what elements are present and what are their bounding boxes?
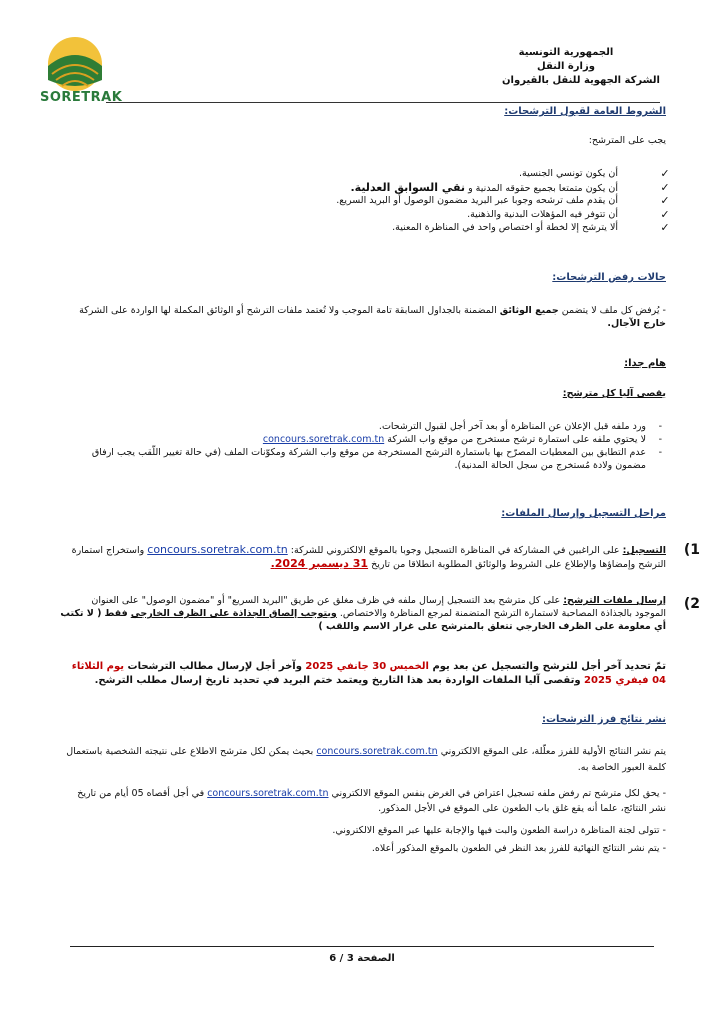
- checkmark-icon: ✓: [660, 194, 670, 208]
- section-title-rejection-cases: حالات رفض الترشحات:: [552, 272, 666, 283]
- step-send-files: 2) إرسال ملفات الترشح: على كل مترشح بعد التسجيل إرسال ملفه في ظرف مغلق عن طريق "البريد السريع" أو "مضمون الوصول" على العنوان الموجود بالجذاذة المصاحبة لاستمارة الترشح المتضمنة لمرجع المناظرة والاختصاص. ويتوجب إلصاق الجذاذة على الظرف الخارجي فقط ( لا تكتب أي معلومة على الظرف الخارجي تتعلق بالمترشح على غرار الاسم واللقب ): [60, 595, 700, 632]
- deadline-notice: تمّ تحديد آخر أجل للترشح والتسجيل عن بعد يوم الخميس 30 جانفي 2025 وآخر أجل لإرسال مطالب الترشحات يوم الثلاثاء 04 فيفري 2025 وتقصى آليا الملفات الواردة بعد هذا التاريخ ويعتمد ختم البريد في تحديد تاريخ إرسال مطلب الترشح.: [71, 661, 666, 686]
- concours-link[interactable]: concours.soretrak.com.tn: [147, 543, 288, 556]
- mailing-deadline: يوم الثلاثاء 04 فيفري 2025: [71, 661, 666, 686]
- rejection-paragraph: - يُرفض كل ملف لا يتضمن جميع الوثائق المضمنة بالجداول السابقة تامة الموجب ولا تُعتمد ملفات الترشح أو الوثائق المكملة لها الواردة على الشركة خارج الآجال.: [79, 305, 666, 329]
- list-item: ✓ ألا يترشح إلا لخطة أو اختصاص واحد في المناظرة المعنية.: [112, 221, 672, 235]
- soretrak-logo: [38, 34, 123, 112]
- criminal-record-emphasis: نقي السوابق العدلية.: [350, 180, 466, 194]
- list-item: - لا يحتوي ملفه على استمارة ترشح مستخرج من موقع واب الشركة concours.soretrak.com.tn: [262, 434, 662, 445]
- list-item: - ورد ملفه قبل الإعلان عن المناظرة أو بعد آخر أجل لقبول الترشحات.: [378, 421, 662, 432]
- logo-text: SORETRAK: [40, 90, 123, 105]
- exclusion-list: [64, 420, 662, 472]
- section-title-results: نشر نتائج فرز الترشحات:: [541, 714, 666, 725]
- list-item: ✓ أن يكون متمتعا بجميع حقوقه المدنية و نقي السوابق العدلية.: [112, 181, 672, 195]
- step-label: التسجيل:: [622, 545, 666, 556]
- conditions-list: [112, 167, 672, 235]
- page-number: الصفحة 3 / 6: [329, 953, 395, 964]
- letterhead: [466, 46, 666, 88]
- step-registration: 1) التسجيل: على الراغبين في المشاركة في المناظرة التسجيل وجوبا بالموقع الالكتروني للشركة: concours.soretrak.com.tn واستخراج استمارة الترشح وإمضاؤها والإطلاع على الشروط والوثائق المطلوبة انطلاقا من تاريخ 31 ديسمبر 2024.: [71, 542, 700, 570]
- header-divider: [106, 102, 660, 103]
- results-paragraph: يتم نشر النتائج الأولية للفرز معلّلة، على الموقع الالكتروني concours.soretrak.com.tn بحيث يمكن لكل مترشح الاطلاع على نتيجته الشخصية باستعمال كلمة العبور الخاصة به.: [66, 746, 666, 773]
- concours-link[interactable]: concours.soretrak.com.tn: [316, 746, 438, 757]
- company-name: الشركة الجهوية للنقل بالقيروان: [502, 75, 660, 86]
- final-results-paragraph: - يتم نشر النتائج النهائية للفرز بعد النظر في الطعون بالموقع المذكور أعلاه.: [371, 843, 666, 854]
- appeal-paragraph: - يحق لكل مترشح تم رفض ملفه تسجيل اعتراض في الغرض بنفس الموقع الالكتروني concours.soretrak.com.tn في أجل أقصاه 05 أيام من تاريخ نشر النتائج، علما أنه يقع غلق باب الطعون على الموقع في الأجل المذكور.: [77, 788, 666, 814]
- list-item: - عدم التطابق بين المعطيات المصرّح بها باستمارة الترشح المستخرجة من موقع واب الشركة ومكوّنات الملف (في حالة تغيير اللّقب يجب ارفاق مضمون ولادة مُستخرج من سجل الحالة المدنية).: [91, 447, 662, 471]
- list-item: ✓ أن يكون تونسي الجنسية.: [112, 167, 672, 181]
- checkmark-icon: ✓: [660, 207, 670, 221]
- list-item: ✓ أن تتوفر فيه المؤهلات البدنية والذهنية.: [112, 208, 672, 222]
- concours-link[interactable]: concours.soretrak.com.tn: [207, 788, 329, 799]
- step-number: 1): [683, 542, 700, 558]
- checkmark-icon: ✓: [660, 221, 670, 235]
- section1-intro: يجب على المترشح:: [588, 135, 666, 146]
- registration-deadline: الخميس 30 جانفي 2025: [305, 661, 429, 672]
- list-item: ✓ أن يقدم ملف ترشحه وجوبا عبر البريد مضمون الوصول أو البريد السريع.: [112, 194, 672, 208]
- section-title-registration-steps: مراحل التسجيل وإرسال الملفات:: [501, 508, 666, 519]
- republic-name: الجمهورية التونسية: [518, 47, 614, 58]
- step-number: 2): [683, 596, 700, 612]
- exclusion-subtitle: يقصى آليا كل مترشح:: [562, 388, 666, 399]
- start-date: 31 ديسمبر 2024.: [270, 557, 369, 570]
- section-title-general-conditions: الشروط العامة لقبول الترشحات:: [504, 106, 666, 117]
- checkmark-icon: ✓: [660, 167, 670, 181]
- footer-divider: [70, 946, 654, 947]
- step-label: إرسال ملفات الترشح:: [563, 595, 666, 606]
- appeal-review-paragraph: - تتولى لجنة المناظرة دراسة الطعون والبت فيها والإجابة عليها عبر الموقع الالكتروني.: [332, 825, 666, 836]
- checkmark-icon: ✓: [660, 180, 670, 194]
- section-title-important: هام جدا:: [624, 358, 666, 369]
- ministry-name: وزارة النقل: [537, 61, 595, 72]
- concours-link[interactable]: concours.soretrak.com.tn: [262, 434, 385, 445]
